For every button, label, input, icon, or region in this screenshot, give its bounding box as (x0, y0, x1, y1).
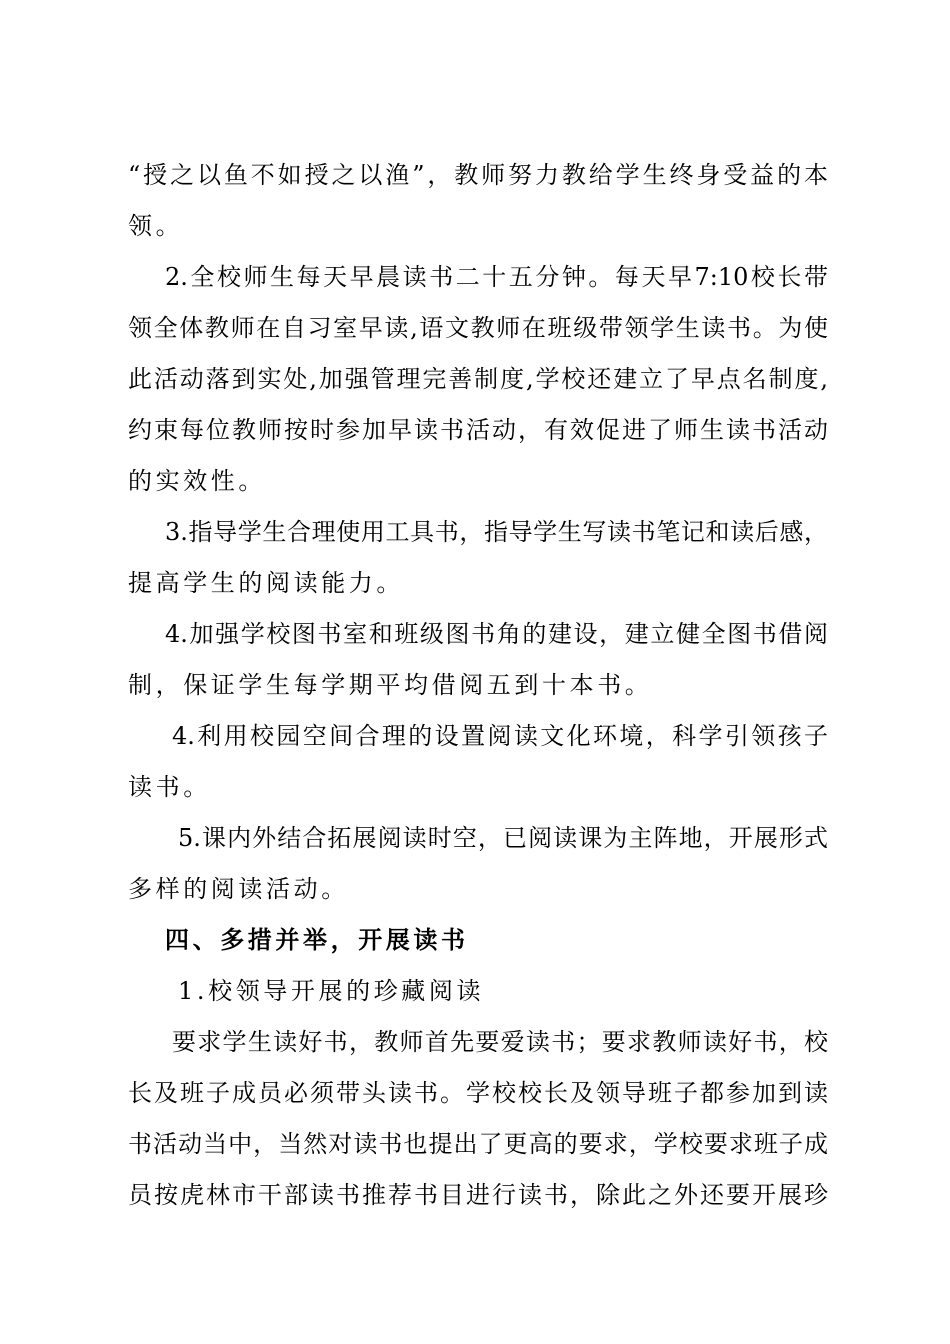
paragraph-line: 领。 (128, 212, 184, 240)
paragraph-line: 4.加强学校图书室和班级图书角的建设，建立健全图书借阅 (165, 620, 828, 648)
paragraph-line: 3.指导学生合理使用工具书，指导学生写读书笔记和读后感， (165, 518, 828, 546)
paragraph-line: 制，保证学生每学期平均借阅五到十本书。 (128, 671, 653, 699)
paragraph-line: 的实效性。 (128, 467, 266, 495)
paragraph-line: 读书。 (128, 773, 211, 801)
paragraph-line: 5.课内外结合拓展阅读时空，已阅读课为主阵地，开展形式 (178, 824, 828, 852)
subsection-heading: 1.校领导开展的珍藏阅读 (178, 977, 485, 1005)
paragraph-line: 书活动当中，当然对读书也提出了更高的要求，学校要求班子成 (128, 1130, 828, 1158)
document-body (128, 150, 828, 1221)
paragraph-line: 长及班子成员必须带头读书。学校校长及领导班子都参加到读 (128, 1079, 828, 1107)
section-heading: 四、多措并举，开展读书 (165, 926, 469, 954)
paragraph-line: 多样的阅读活动。 (128, 875, 349, 903)
paragraph-line: 提高学生的阅读能力。 (128, 569, 404, 597)
paragraph-line: 2.全校师生每天早晨读书二十五分钟。每天早7:10校长带 (165, 263, 828, 291)
paragraph-line: 要求学生读好书，教师首先要爱读书；要求教师读好书，校 (172, 1028, 828, 1056)
paragraph-line: 领全体教师在自习室早读,语文教师在班级带领学生读书。为使 (128, 314, 828, 342)
paragraph-line: 约束每位教师按时参加早读书活动，有效促进了师生读书活动 (128, 416, 828, 444)
paragraph-line: 4.利用校园空间合理的设置阅读文化环境，科学引领孩子 (172, 722, 828, 750)
paragraph-line: “授之以鱼不如授之以渔”，教师努力教给学生终身受益的本 (128, 161, 828, 189)
paragraph-line: 此活动落到实处,加强管理完善制度,学校还建立了早点名制度, (128, 365, 828, 393)
paragraph-line: 员按虎林市干部读书推荐书目进行读书，除此之外还要开展珍 (128, 1181, 828, 1209)
